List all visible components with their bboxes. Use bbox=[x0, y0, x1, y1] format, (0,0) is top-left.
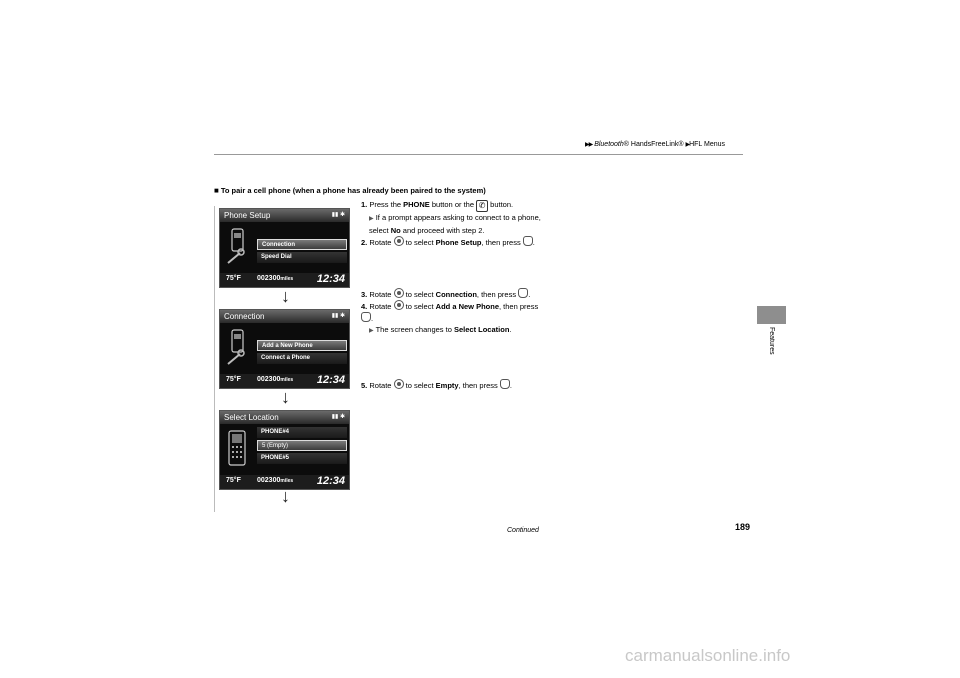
square-bullet-icon: ■ bbox=[214, 186, 219, 195]
page-number: 189 bbox=[735, 522, 751, 532]
phone-wrench-icon bbox=[226, 227, 248, 265]
odometer: 002300miles bbox=[257, 477, 294, 484]
breadcrumb-hfl: ® HandsFreeLink® bbox=[623, 141, 684, 148]
instruction-steps bbox=[361, 199, 546, 391]
watermark: carmanualsonline.info bbox=[625, 646, 791, 665]
selector-knob-icon bbox=[394, 236, 404, 246]
menu-item[interactable]: PHONE#5 bbox=[257, 453, 347, 464]
clock: 12:34 bbox=[316, 475, 345, 487]
step-1: 1. Press the PHONE button or the ✆ button. bbox=[361, 200, 514, 210]
signal-bluetooth-icon: ▮▮ ✱ bbox=[331, 212, 345, 218]
continued-label: Continued bbox=[507, 527, 539, 534]
breadcrumb-menus: HFL Menus bbox=[689, 141, 726, 148]
selector-knob-icon bbox=[394, 379, 404, 389]
press-knob-icon bbox=[523, 236, 533, 246]
breadcrumb bbox=[585, 141, 725, 148]
phone-button-icon: ✆ bbox=[476, 200, 488, 212]
step-3: 3. Rotate to select Connection, then press . bbox=[361, 290, 531, 299]
menu-item[interactable]: Add a New Phone bbox=[257, 340, 347, 351]
temperature: 75°F bbox=[226, 376, 241, 383]
breadcrumb-bluetooth: Bluetooth bbox=[594, 141, 624, 148]
signal-bluetooth-icon: ▮▮ ✱ bbox=[331, 313, 345, 319]
menu-item[interactable]: Speed Dial bbox=[257, 252, 347, 263]
header-rule bbox=[214, 154, 743, 155]
display-select-location bbox=[219, 410, 350, 490]
screen-title: Select Location bbox=[220, 411, 349, 424]
menu-item[interactable]: Connection bbox=[257, 239, 347, 250]
display-phone-setup bbox=[219, 208, 350, 288]
odometer: 002300miles bbox=[257, 275, 294, 282]
temperature: 75°F bbox=[226, 275, 241, 282]
arrow-bullet-icon: ▶ bbox=[369, 328, 374, 334]
dash-bar bbox=[220, 374, 349, 388]
step-4-note: ▶ The screen changes to Select Location. bbox=[369, 325, 512, 334]
side-tab bbox=[757, 306, 786, 324]
screen-title: Connection bbox=[220, 310, 349, 323]
phone-wrench-icon bbox=[226, 328, 248, 366]
menu-item[interactable]: Connect a Phone bbox=[257, 353, 347, 364]
selector-knob-icon bbox=[394, 300, 404, 310]
breadcrumb-arrow-icon: ▶ bbox=[685, 142, 690, 148]
display-connection bbox=[219, 309, 350, 389]
screen-title: Phone Setup bbox=[220, 209, 349, 222]
step-4: 4. Rotate to select Add a New Phone, then press . bbox=[361, 302, 539, 323]
menu-item[interactable]: PHONE#4 bbox=[257, 427, 347, 438]
breadcrumb-arrow-icon: ▶▶ bbox=[585, 142, 593, 148]
press-knob-icon bbox=[500, 379, 510, 389]
section-title: ■ To pair a cell phone (when a phone has already been paired to the system) bbox=[214, 186, 486, 195]
keypad-phone-icon bbox=[226, 429, 248, 467]
down-arrow-icon: ↓ bbox=[281, 387, 290, 407]
step-2: 2. Rotate to select Phone Setup, then press . bbox=[361, 238, 535, 247]
temperature: 75°F bbox=[226, 477, 241, 484]
signal-bluetooth-icon: ▮▮ ✱ bbox=[331, 414, 345, 420]
side-tab-label: Features bbox=[768, 327, 775, 355]
menu-item[interactable]: 5 (Empty) bbox=[257, 440, 347, 451]
screen-panel bbox=[214, 206, 350, 512]
clock: 12:34 bbox=[316, 374, 345, 386]
down-arrow-icon: ↓ bbox=[281, 486, 290, 506]
dash-bar bbox=[220, 273, 349, 287]
odometer: 002300miles bbox=[257, 376, 294, 383]
selector-knob-icon bbox=[394, 288, 404, 298]
press-knob-icon bbox=[361, 312, 371, 322]
step-1-note: ▶ If a prompt appears asking to connect to a phone, select No and proceed with step 2. bbox=[369, 213, 541, 235]
clock: 12:34 bbox=[316, 273, 345, 285]
down-arrow-icon: ↓ bbox=[281, 286, 290, 306]
arrow-bullet-icon: ▶ bbox=[369, 216, 374, 222]
step-5: 5. Rotate to select Empty, then press . bbox=[361, 381, 512, 390]
press-knob-icon bbox=[518, 288, 528, 298]
